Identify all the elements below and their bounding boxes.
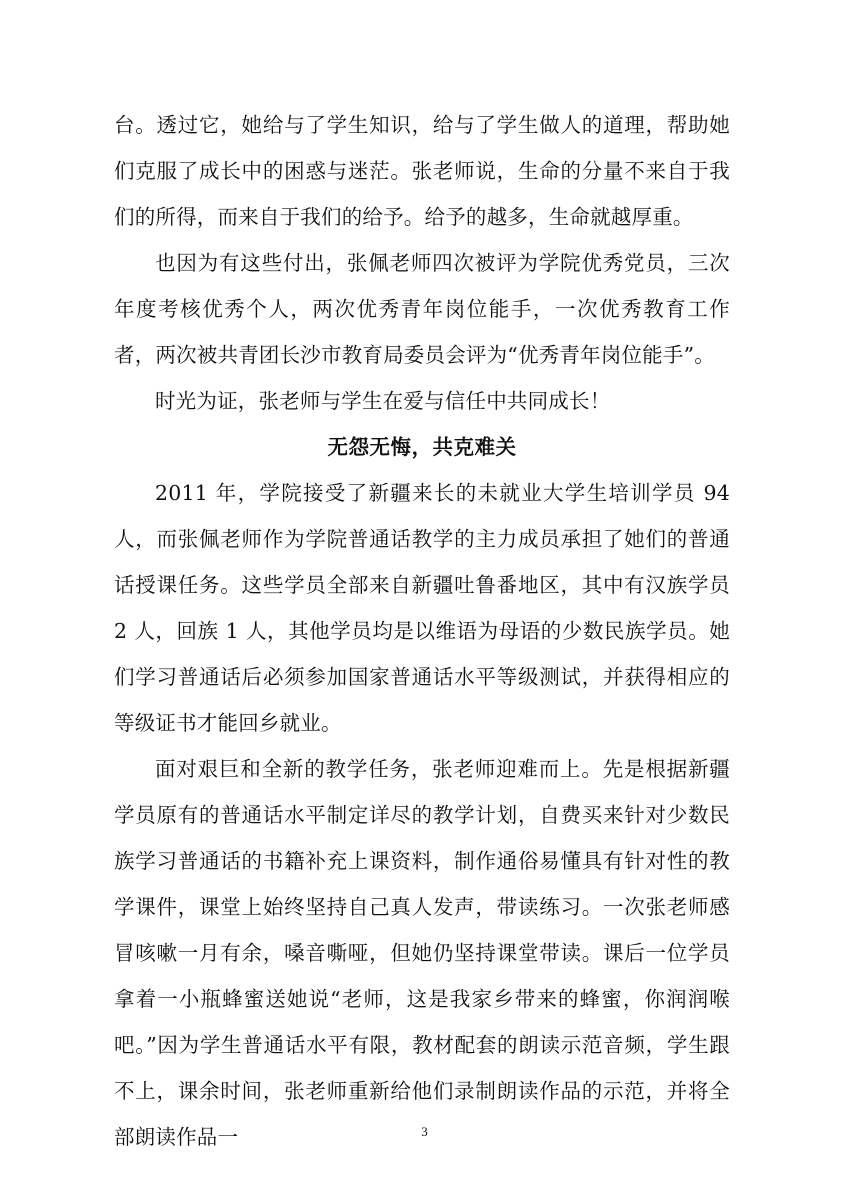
page-number: 3 — [421, 1124, 428, 1139]
section-heading: 无怨无悔，共克难关 — [327, 435, 517, 459]
paragraph-teaching-effort: 面对艰巨和全新的教学任务，张老师迎难而上。先是根据新疆学员原有的普通话水平制定详尽的教学计划，自费买来针对少数民族学习普通话的书籍补充上课资料，制作通俗易懂具有针对性的教学课件，课堂上始终坚持自己真人发声，带读练习。一次张老师感冒咳嗽一月有余，嗓音嘶哑，但她仍坚持课堂带读。课后一位学员拿着一小瓶蜂蜜送她说“老师，这是我家乡带来的蜂蜜，你润润喉吧。”因为学生普通话水平有限，教材配套的朗读示范音频，学生跟不上，课余时间，张老师重新给他们录制朗读作品的示范，并将全部朗读作品一 — [114, 757, 730, 1149]
paragraph-closing-previous: 台。透过它，她给与了学生知识，给与了学生做人的道理，帮助她们克服了成长中的困惑与迷茫。张老师说，生命的分量不来自于我们的所得，而来自于我们的给予。给予的越多，生命就越厚重。 — [114, 113, 730, 229]
body-text — [114, 102, 730, 1160]
paragraph-awards: 也因为有这些付出，张佩老师四次被评为学院优秀党员，三次年度考核优秀个人，两次优秀青年岗位能手，一次优秀教育工作者，两次被共青团长沙市教育局委员会评为“优秀青年岗位能手”。 — [114, 251, 730, 367]
paragraph-xinjiang-trainees: 2011 年，学院接受了新疆来长的未就业大学生培训学员 94 人，而张佩老师作为学院普通话教学的主力成员承担了她们的普通话授课任务。这些学员全部来自新疆吐鲁番地区，其中有汉族学员 2 人，回族 1 人，其他学员均是以维语为母语的少数民族学员。她们学习普通话后必须参加国家普通话水平等级测试，并获得相应的等级证书才能回乡就业。 — [114, 481, 730, 735]
paragraph-time-witness: 时光为证，张老师与学生在爱与信任中共同成长！ — [155, 389, 611, 413]
